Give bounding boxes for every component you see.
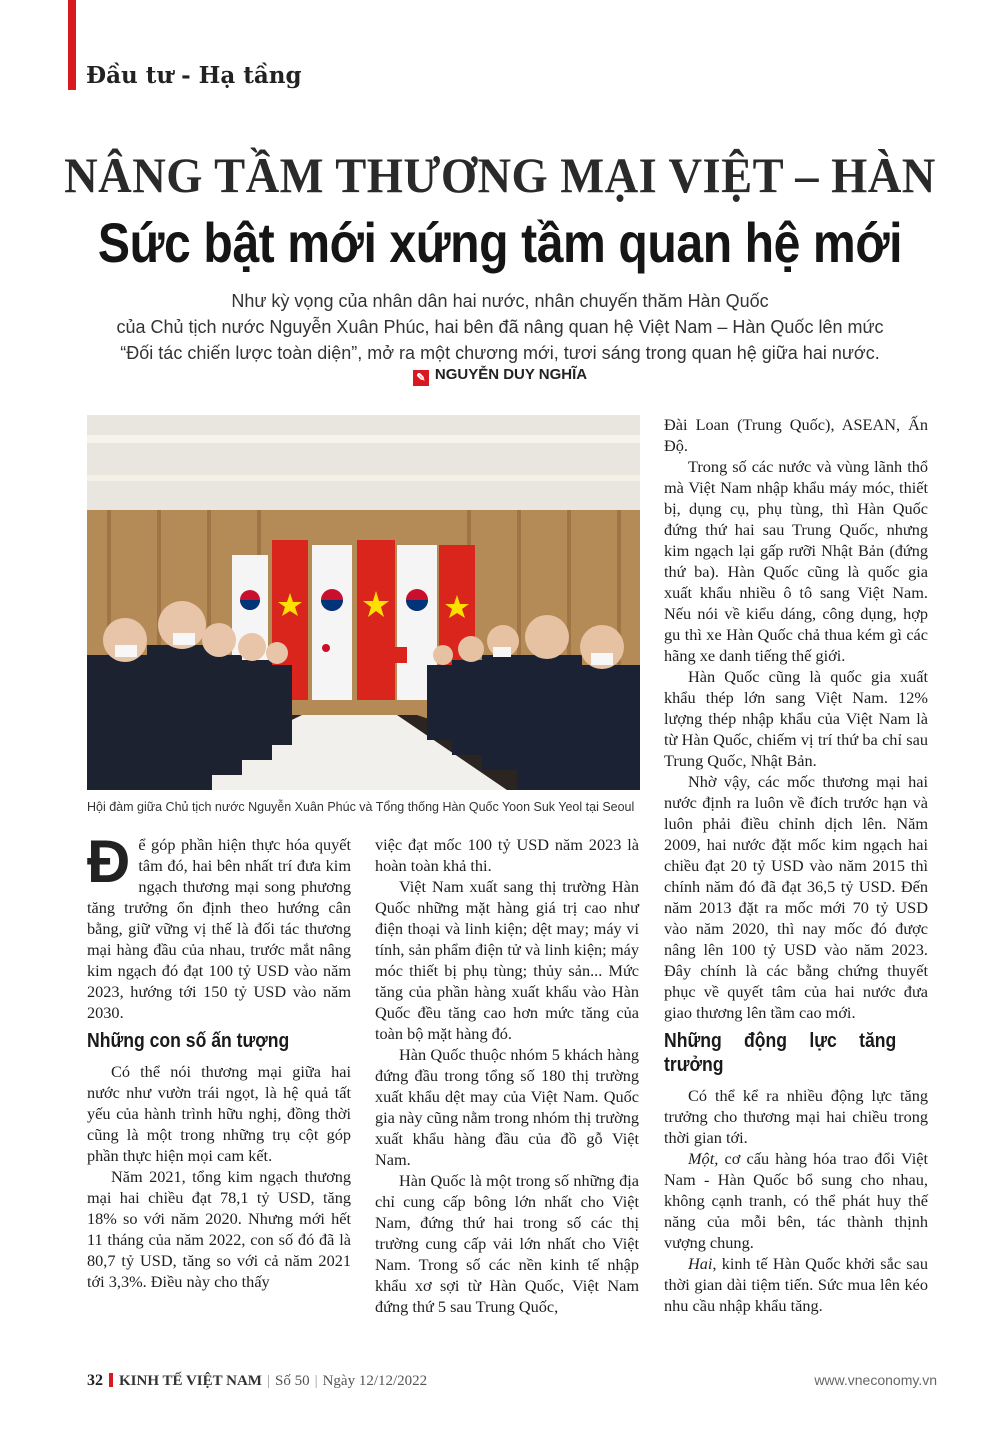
body-paragraph: Năm 2021, tổng kim ngạch thương mại hai chiều đạt 78,1 tỷ USD, tăng 18% so với năm 2020. Nhưng mới hết 11 tháng của năm 2022, con số đó đã là 80,7 tỷ USD, tăng so với cả năm 2021 tới 3,3%. Điều này cho thấy — [87, 1167, 351, 1291]
magazine-name: KINH TẾ VIỆT NAM — [119, 1373, 262, 1389]
body-paragraph: Hai, kinh tế Hàn Quốc khởi sắc sau thời gian dài tiệm tiến. Sức mua lên kéo nhu cầu nhập khẩu tăng. — [664, 1254, 928, 1315]
issue-date: Ngày 12/12/2022 — [322, 1373, 428, 1389]
lead-line: Như kỳ vọng của nhân dân hai nước, nhân chuyến thăm Hàn Quốc — [231, 291, 769, 311]
website-link[interactable]: www.vneconomy.vn — [814, 1372, 937, 1388]
body-paragraph: Có thể nói thương mại giữa hai nước như vườn trái ngọt, là hệ quả tất yếu của hành trình hữu nghị, đồng thời cũng là một trong những trụ cột góp phần thực hiện mọi cam kết. — [87, 1062, 351, 1165]
issue-number: Số 50 — [274, 1373, 310, 1389]
author-name: NGUYỄN DUY NGHĨA — [434, 366, 588, 383]
body-paragraph: Hàn Quốc là một trong số những địa chỉ cung cấp bông lớn nhất cho Việt Nam, đứng thứ hai trong số các thị trường cung cấp vải lớn nhất cho Việt Nam. Trong số các nền kinh tế nhập khẩu xơ sợi từ Hàn Quốc, Việt Nam đứng thứ 5 sau Trung Quốc, — [375, 1171, 639, 1316]
lead-line: của Chủ tịch nước Nguyễn Xuân Phúc, hai bên đã nâng quan hệ Việt Nam – Hàn Quốc lên mức — [116, 317, 884, 337]
article-column-2 — [375, 834, 639, 1317]
body-paragraph: Hàn Quốc thuộc nhóm 5 khách hàng đứng đầu trong tổng số 180 thị trường xuất khẩu dệt may của Việt Nam. Quốc gia này cũng nằm trong nhóm thị trường xuất khẩu hàng đầu của đồ gỗ Việt Nam. — [375, 1045, 639, 1169]
lead-paragraph — [60, 288, 940, 366]
article-column-3 — [664, 414, 928, 1316]
photo-caption: Hội đàm giữa Chủ tịch nước Nguyễn Xuân Phúc và Tổng thống Hàn Quốc Yoon Suk Yeol tại Seoul — [87, 800, 635, 814]
byline — [0, 366, 1000, 386]
body-paragraph: Một, cơ cấu hàng hóa trao đổi Việt Nam - Hàn Quốc bổ sung cho nhau, không cạnh tranh, có thể phát huy thế năng của mỗi bên, tác thành thịnh vượng chung. — [664, 1149, 928, 1252]
body-paragraph: Để góp phần hiện thực hóa quyết tâm đó, hai bên nhất trí đưa kim ngạch thương mại song phương tăng trưởng ổn định theo hướng cân bằng, giữ vững vị thế là đối tác thương mại hàng đầu của nhau, trước mắt nâng kim ngạch đó đạt 100 tỷ USD vào năm 2023, hướng tới 150 tỷ USD vào năm 2030. — [87, 828, 351, 1022]
body-paragraph: Đài Loan (Trung Quốc), ASEAN, Ấn Độ. — [664, 415, 928, 455]
headline-line-1: NÂNG TẦM THƯƠNG MẠI VIỆT – HÀN — [64, 147, 936, 203]
meeting-photo — [87, 415, 640, 790]
footer-accent — [109, 1373, 113, 1387]
subheading: Những động lực tăng trưởng — [664, 1030, 897, 1076]
pen-icon: ✎ — [413, 370, 429, 386]
section-label: Đầu tư - Hạ tầng — [86, 62, 302, 89]
drop-cap: Đ — [87, 828, 131, 895]
section-accent-bar — [68, 0, 76, 90]
page-footer: 32 KINH TẾ VIỆT NAM | Số 50 | Ngày 12/12/2022 www.vneconomy.vn — [87, 1372, 937, 1389]
korea-flag — [312, 545, 352, 700]
headline-line-2: Sức bật mới xứng tầm quan hệ mới — [97, 211, 903, 274]
subheading: Những con số ấn tượng — [87, 1030, 290, 1052]
body-paragraph: Nhờ vậy, các mốc thương mại hai nước định ra luôn về đích trước hạn và luôn phải điều chỉnh dịch lên. Năm 2009, hai nước đặt mốc kim ngạch hai chiều đạt 20 tỷ USD vào năm 2015 thì chính năm đó đã đạt 36,5 tỷ USD. Đến năm 2013 đặt ra mốc mới 70 tỷ USD vào năm 2020, thì nay mốc đó được nâng lên 100 tỷ USD vào năm 2023. Đây chính là các bằng chứng thuyết phục về quyết tâm của hai nước đưa giao thương lên tầm cao mới. — [664, 772, 928, 1022]
page-number: 32 — [87, 1372, 103, 1389]
body-paragraph: Việt Nam xuất sang thị trường Hàn Quốc những mặt hàng giá trị cao như điện thoại và linh kiện; dệt may; máy vi tính, sản phẩm điện tử và linh kiện; máy móc thiết bị phụ tùng; thủy sản... Mức tăng của phần hàng xuất khẩu vào Hàn Quốc đều tăng cao hơn mức tăng của toàn bộ mặt hàng đó. — [375, 877, 639, 1043]
body-paragraph: Có thể kể ra nhiều động lực tăng trưởng cho thương mại hai chiều trong thời gian tới. — [664, 1086, 928, 1147]
body-paragraph: Hàn Quốc cũng là quốc gia xuất khẩu thép lớn sang Việt Nam. 12% lượng thép nhập khẩu của Việt Nam là từ Hàn Quốc, chiếm vị trí thứ ba chỉ sau Trung Quốc, Nhật Bản. — [664, 667, 928, 770]
body-paragraph: Trong số các nước và vùng lãnh thổ mà Việt Nam nhập khẩu máy móc, thiết bị, dụng cụ, phụ tùng, thì Hàn Quốc đứng thứ hai sau Trung Quốc, nhưng kim ngạch lại gấp rưỡi Nhật Bản (đứng thứ ba). Hàn Quốc cũng là quốc gia xuất khẩu nhiều ô tô sang Việt Nam. Nếu nói về kiểu dáng, công dụng, hợp gu thì xe Hàn Quốc chả thua kém gì các hãng xe danh tiếng thế giới. — [664, 457, 928, 665]
body-paragraph: việc đạt mốc 100 tỷ USD năm 2023 là hoàn toàn khả thi. — [375, 835, 639, 875]
vietnam-flag — [357, 540, 395, 700]
article-column-1 — [87, 828, 351, 1292]
lead-line: “Đối tác chiến lược toàn diện”, mở ra một chương mới, tươi sáng trong quan hệ giữa hai nước. — [120, 343, 880, 363]
